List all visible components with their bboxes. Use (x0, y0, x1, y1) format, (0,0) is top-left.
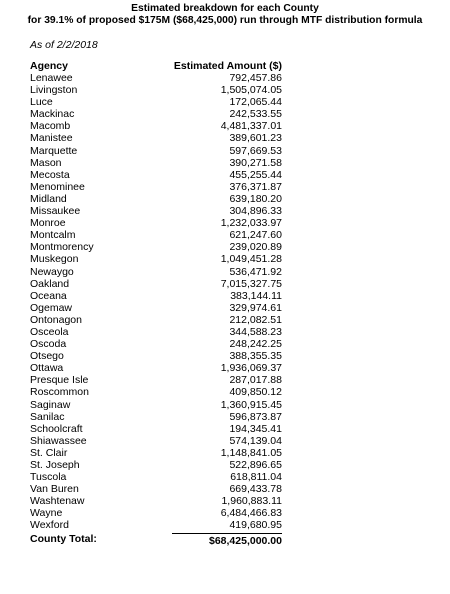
table-row (30, 471, 282, 483)
agency-name: Washtenaw (30, 495, 85, 508)
estimated-amount: 1,148,841.05 (220, 446, 282, 459)
header-title: Estimated breakdown for each County (131, 3, 319, 14)
table-row (30, 217, 282, 229)
agency-name: Mackinac (30, 108, 75, 121)
estimated-amount: 344,588.23 (229, 325, 282, 338)
table-row (30, 519, 282, 531)
table-row (30, 278, 282, 290)
table-row (30, 157, 282, 169)
estimated-amount: 212,082.51 (229, 313, 282, 326)
estimated-amount: 669,433.78 (229, 483, 282, 496)
estimated-amount: 287,017.88 (229, 374, 282, 387)
estimated-amount: 388,355.35 (229, 350, 282, 363)
estimated-amount: 639,180.20 (229, 192, 282, 205)
estimated-amount: 1,360,915.45 (220, 398, 282, 411)
agency-name: Oceana (30, 289, 67, 302)
estimated-amount: 1,049,451.28 (220, 253, 282, 266)
table-row (30, 399, 282, 411)
estimated-amount: 522,896.65 (229, 459, 282, 471)
agency-name: Wayne (30, 507, 63, 520)
agency-name: Mecosta (30, 168, 70, 181)
estimated-amount: 596,873.87 (229, 410, 282, 423)
estimated-amount: 383,144.11 (230, 289, 282, 302)
table-row (30, 241, 282, 253)
total-label: County Total: (30, 532, 97, 545)
estimated-amount: 242,533.55 (229, 108, 282, 121)
table-row (30, 386, 282, 398)
agency-name: Osceola (30, 325, 69, 338)
table-row (30, 350, 282, 362)
table-header-row (30, 60, 282, 72)
table-row (30, 302, 282, 314)
agency-name: Muskegon (30, 253, 79, 266)
agency-name: Sanilac (30, 410, 65, 423)
table-row (30, 483, 282, 495)
table-row (30, 120, 282, 132)
table-body (30, 72, 282, 532)
agency-name: Saginaw (30, 398, 71, 411)
estimated-amount: 248,242.25 (229, 338, 282, 351)
agency-name: Midland (30, 192, 67, 205)
agency-name: Presque Isle (30, 374, 89, 387)
table-row (30, 338, 282, 350)
table-row (30, 193, 282, 205)
agency-name: Tuscola (30, 471, 67, 484)
document-header (0, 3, 450, 27)
agency-name: Montcalm (30, 229, 76, 242)
agency-name: Van Buren (30, 483, 79, 496)
estimated-amount: 1,936,069.37 (220, 362, 282, 375)
agency-name: Luce (30, 96, 53, 109)
estimated-amount: 1,505,074.05 (220, 84, 282, 97)
agency-name: Monroe (30, 217, 66, 230)
agency-name: Marquette (30, 144, 78, 157)
estimated-amount: 597,669.53 (229, 144, 282, 157)
agency-name: Schoolcraft (30, 422, 83, 435)
estimated-amount: 792,457.86 (229, 72, 282, 84)
estimated-amount: 621,247.60 (229, 229, 282, 242)
agency-name: Menominee (30, 180, 85, 193)
table-row (30, 447, 282, 459)
as-of-date: As of 2/2/2018 (30, 39, 98, 51)
county-breakdown-table (30, 60, 282, 546)
estimated-amount: 389,601.23 (229, 132, 282, 145)
estimated-amount: 6,484,466.83 (220, 507, 282, 520)
agency-name: Shiawassee (30, 434, 87, 447)
estimated-amount: 455,255.44 (229, 168, 282, 181)
agency-name: Ontonagon (30, 313, 82, 326)
table-row (30, 96, 282, 108)
agency-name: Ottawa (30, 362, 64, 375)
agency-name: Oakland (30, 277, 70, 290)
estimated-amount: 390,271.58 (229, 156, 282, 169)
table-row (30, 108, 282, 120)
amount-column-header: Estimated Amount ($) (173, 60, 282, 72)
estimated-amount: 536,471.92 (229, 265, 282, 278)
agency-name: Livingston (30, 84, 78, 97)
table-row (30, 290, 282, 302)
estimated-amount: 409,850.12 (229, 386, 282, 399)
table-row (30, 229, 282, 241)
estimated-amount: 4,481,337.01 (220, 120, 282, 133)
agency-name: Lenawee (30, 72, 73, 84)
estimated-amount: 239,020.89 (229, 241, 282, 254)
table-row (30, 266, 282, 278)
estimated-amount: 7,015,327.75 (220, 277, 282, 290)
agency-name: Wexford (30, 519, 69, 532)
agency-name: Ogemaw (30, 301, 73, 314)
table-row (30, 507, 282, 519)
table-row (30, 72, 282, 84)
estimated-amount: 194,345.41 (229, 422, 282, 435)
agency-name: Missaukee (30, 205, 81, 218)
agency-name: Otsego (30, 350, 64, 363)
agency-name: Macomb (30, 120, 71, 133)
estimated-amount: 419,680.95 (229, 519, 282, 532)
agency-name: Mason (30, 156, 62, 169)
table-row (30, 362, 282, 374)
agency-name: Newaygo (30, 265, 74, 278)
table-row (30, 132, 282, 144)
table-row (30, 374, 282, 386)
estimated-amount: 329,974.61 (229, 301, 282, 314)
estimated-amount: 574,139.04 (229, 434, 282, 447)
table-row (30, 253, 282, 265)
total-row (30, 533, 282, 546)
table-row (30, 423, 282, 435)
header-subtitle: for 39.1% of proposed $175M ($68,425,000) run through MTF distribution formula (27, 15, 423, 26)
table-row (30, 145, 282, 157)
table-row (30, 181, 282, 193)
total-amount: $68,425,000.00 (172, 533, 282, 546)
estimated-amount: 376,371.87 (229, 180, 282, 193)
table-row (30, 84, 282, 96)
agency-name: Manistee (30, 132, 73, 145)
agency-column-header: Agency (30, 60, 68, 72)
table-row (30, 326, 282, 338)
estimated-amount: 304,896.33 (229, 205, 282, 218)
agency-name: Oscoda (30, 338, 67, 351)
table-row (30, 411, 282, 423)
agency-name: St. Joseph (30, 459, 80, 471)
table-row (30, 205, 282, 217)
agency-name: Montmorency (30, 241, 94, 254)
table-row (30, 435, 282, 447)
table-row (30, 495, 282, 507)
agency-name: Roscommon (30, 386, 89, 399)
table-row (30, 169, 282, 181)
estimated-amount: 618,811.04 (230, 471, 282, 484)
table-row (30, 459, 282, 471)
agency-name: St. Clair (30, 446, 68, 459)
table-row (30, 314, 282, 326)
estimated-amount: 1,960,883.11 (221, 495, 282, 508)
estimated-amount: 172,065.44 (229, 96, 282, 109)
estimated-amount: 1,232,033.97 (220, 217, 282, 230)
